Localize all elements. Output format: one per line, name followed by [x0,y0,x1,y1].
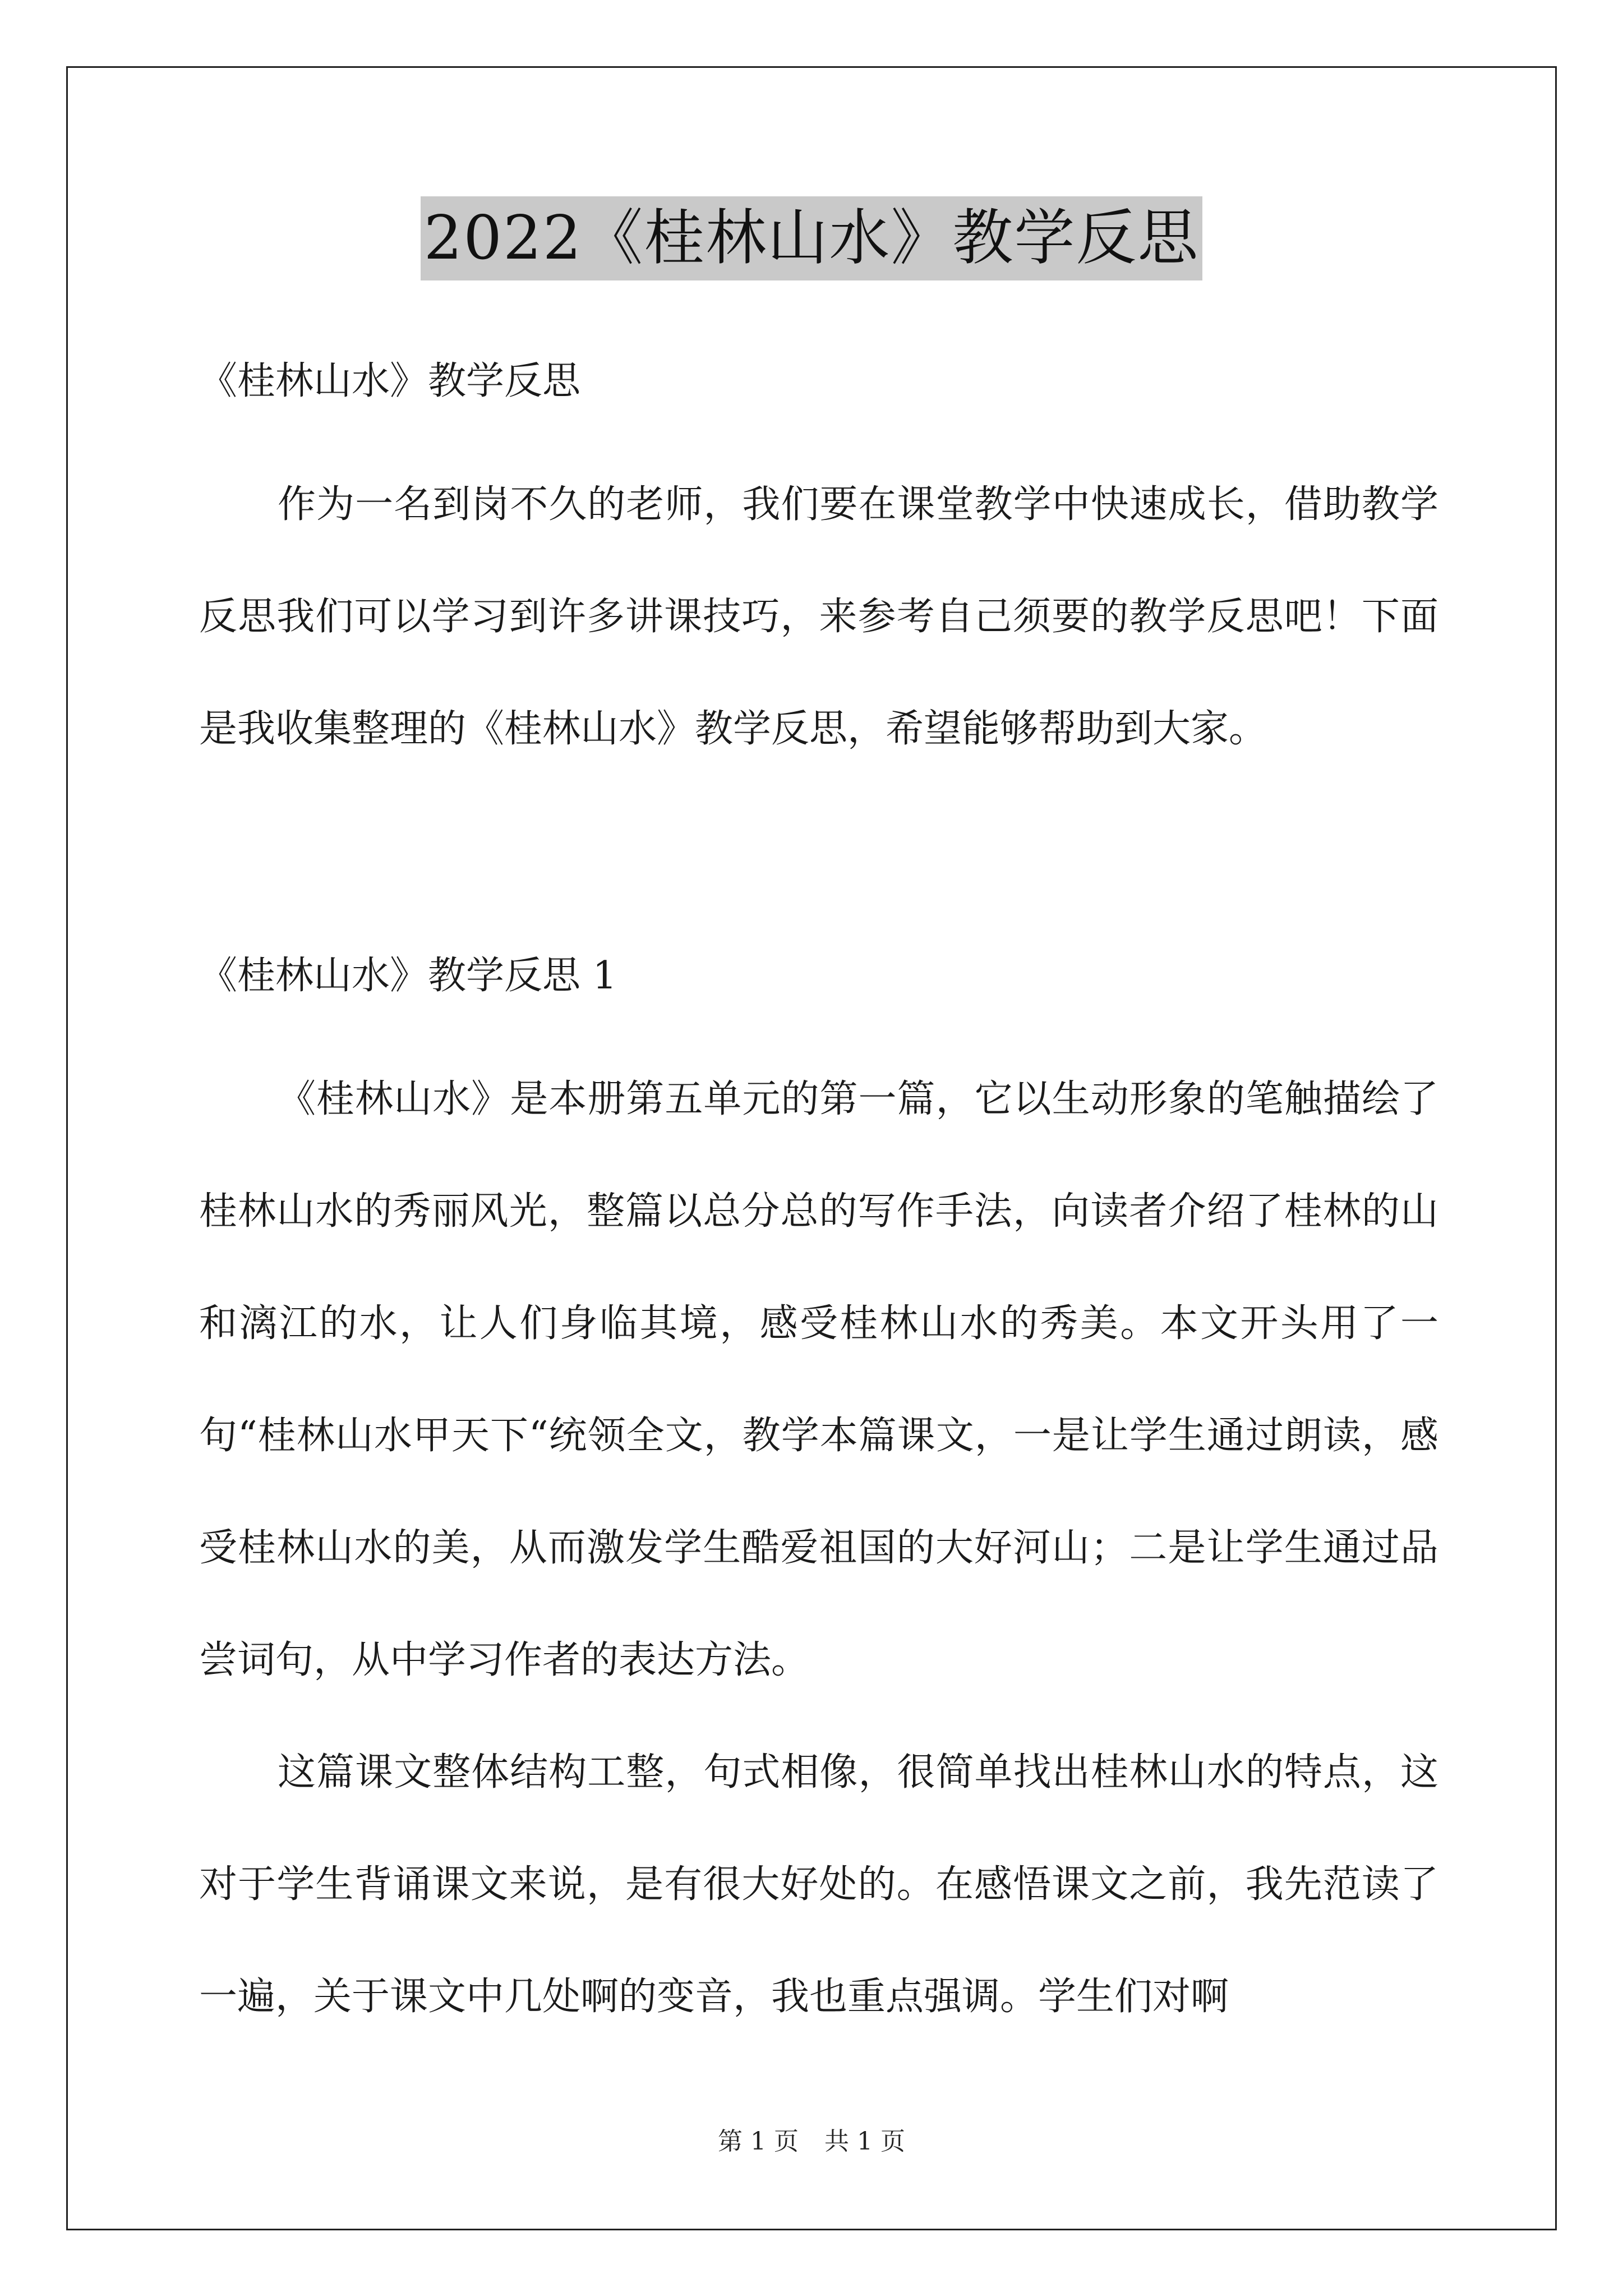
page-footer [0,2125,1623,2159]
intro-paragraph: 作为一名到岗不久的老师，我们要在课堂教学中快速成长，借助教学反思我们可以学习到许多讲课技巧，来参考自己须要的教学反思吧！下面是我收集整理的《桂林山水》教学反思，希望能够帮助到大家。 [199,482,1438,751]
document-title: 2022《桂林山水》教学反思 [421,196,1203,280]
page-number-total: 共 1 页 [824,2127,905,2156]
section1-paragraph-2: 这篇课文整体结构工整，句式相像，很简单找出桂林山水的特点，这对于学生背诵课文来说，是有很大好处的。在感悟课文之前，我先范读了一遍，关于课文中几处啊的变音，我也重点强调。学生们对啊 [199,1750,1438,2019]
section-gap [199,785,1438,909]
section1-heading: 《桂林山水》教学反思 1 [199,954,617,998]
section1-paragraph-1: 《桂林山水》是本册第五单元的第一篇，它以生动形象的笔触描绘了桂林山水的秀丽风光，整篇以总分总的写作手法，向读者介绍了桂林的山和漓江的水，让人们身临其境，感受桂林山水的秀美。本文开头用了一句“桂林山水甲天下“统领全文，教学本篇课文，一是让学生通过朗读，感受桂林山水的美，从而激发学生酷爱祖国的大好河山；二是让学生通过品尝词句，从中学习作者的表达方法。 [199,1077,1438,1682]
document-body [199,314,1438,2053]
title-block [0,196,1623,280]
page-number-current: 第 1 页 [718,2127,799,2156]
intro-heading: 《桂林山水》教学反思 [199,359,581,403]
